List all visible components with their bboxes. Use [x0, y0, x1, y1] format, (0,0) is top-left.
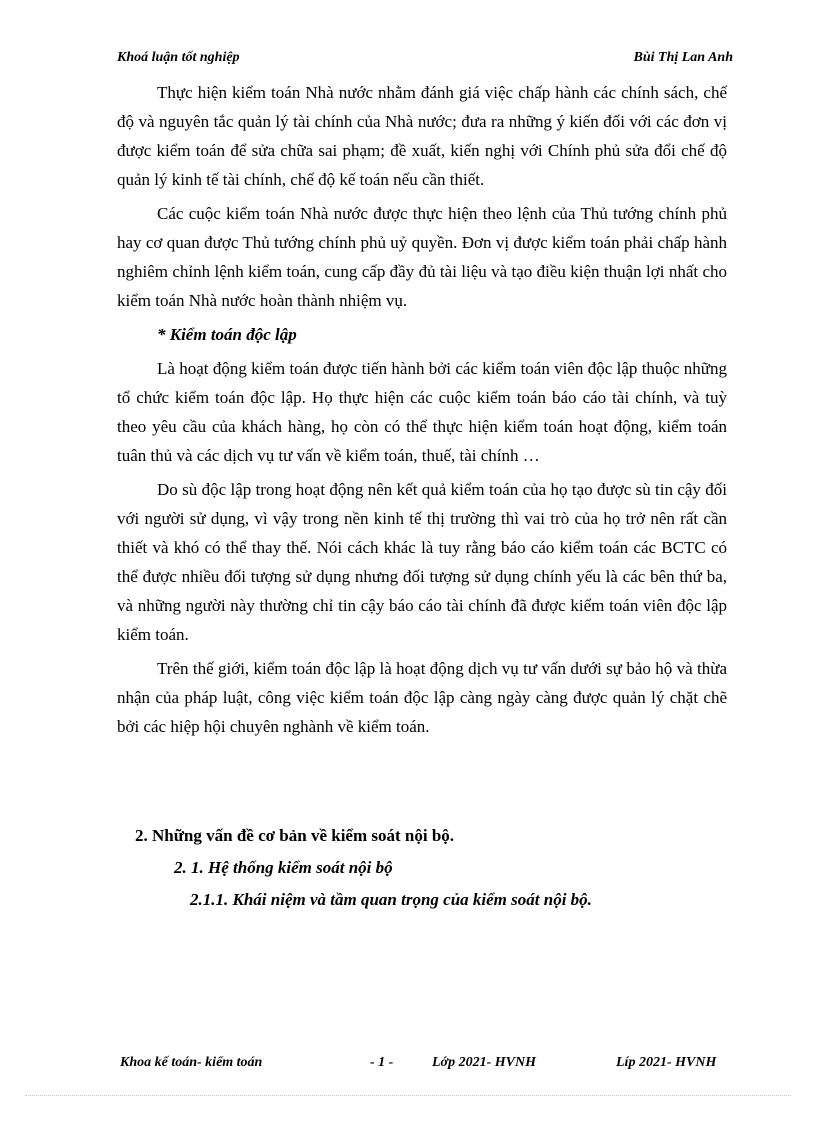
header-thesis-label: Khoá luận tốt nghiệp [117, 50, 240, 65]
paragraph-independent-audit-role: Do sù độc lập trong hoạt động nên kết quả kiểm toán của họ tạo được sù tin cậy đối với người sử dụng, vì vậy trong nền kinh tế thị trường thì vai trò của họ trở nên rất cần thiết và khó có thể thay thế. Nói cách khác là tuy rằng báo cáo kiểm toán các BCTC có thể được nhiều đối tượng sử dụng nhưng đối tượng sử dụng chính yếu là các bên thứ ba, và những người này thường chỉ tin cậy báo cáo tài chính đã được kiểm toán viên độc lập kiểm toán. [117, 480, 727, 644]
footer-faculty: Khoa kế toán- kiểm toán [120, 1055, 263, 1070]
paragraph-independent-audit-world: Trên thế giới, kiểm toán độc lập là hoạt động dịch vụ tư vấn dưới sự bảo hộ và thừa nhận của pháp luật, công việc kiểm toán độc lập càng ngày càng được quản lý chặt chẽ bởi các hiệp hội chuyên nghành về kiểm toán. [117, 659, 727, 736]
subsection-heading-internal-control-system: 2. 1. Hệ thống kiểm soát nội bộ [174, 858, 393, 877]
paragraph-state-audit-purpose: Thực hiện kiểm toán Nhà nước nhằm đánh giá việc chấp hành các chính sách, chế độ và nguyên tắc quản lý tài chính của Nhà nước; đưa ra những ý kiến đối với các đơn vị được kiểm toán để sửa chữa sai phạm; đề xuất, kiến nghị với Chính phủ sửa đổi chế độ quản lý kinh tế tài chính, chế độ kế toán nếu cần thiết. [117, 83, 727, 189]
header-author-name: Bùi Thị Lan Anh [633, 50, 733, 65]
subheading-independent-audit: * Kiểm toán độc lập [157, 325, 297, 344]
footer-page-number: - 1 - [370, 1055, 394, 1070]
page-bottom-divider [25, 1095, 791, 1096]
footer-class-duplicate: Líp 2021- HVNH [616, 1055, 717, 1070]
footer-class: Lớp 2021- HVNH [432, 1055, 536, 1070]
paragraph-state-audit-orders: Các cuộc kiểm toán Nhà nước được thực hiện theo lệnh của Thủ tướng chính phủ hay cơ quan được Thủ tướng chính phủ uỷ quyền. Đơn vị được kiểm toán phải chấp hành nghiêm chỉnh lệnh kiểm toán, cung cấp đầy đủ tài liệu và tạo điều kiện thuận lợi nhất cho kiểm toán Nhà nước hoàn thành nhiệm vụ. [117, 204, 727, 310]
subsubsection-heading-concept: 2.1.1. Khái niệm và tầm quan trọng của kiểm soát nội bộ. [190, 890, 592, 909]
page-header [117, 50, 733, 72]
page-footer [120, 1055, 736, 1077]
document-body [117, 78, 727, 746]
paragraph-independent-audit-definition: Là hoạt động kiểm toán được tiến hành bởi các kiểm toán viên độc lập thuộc những tổ chức kiểm toán độc lập. Họ thực hiện các cuộc kiểm toán báo cáo tài chính, và tuỳ theo yêu cầu của khách hàng, họ còn có thể thực hiện kiểm toán hoạt động, kiểm toán tuân thủ và các dịch vụ tư vấn về kiểm toán, thuế, tài chính … [117, 359, 727, 465]
section-heading-internal-control: 2. Những vấn đề cơ bản về kiểm soát nội bộ. [135, 826, 455, 845]
